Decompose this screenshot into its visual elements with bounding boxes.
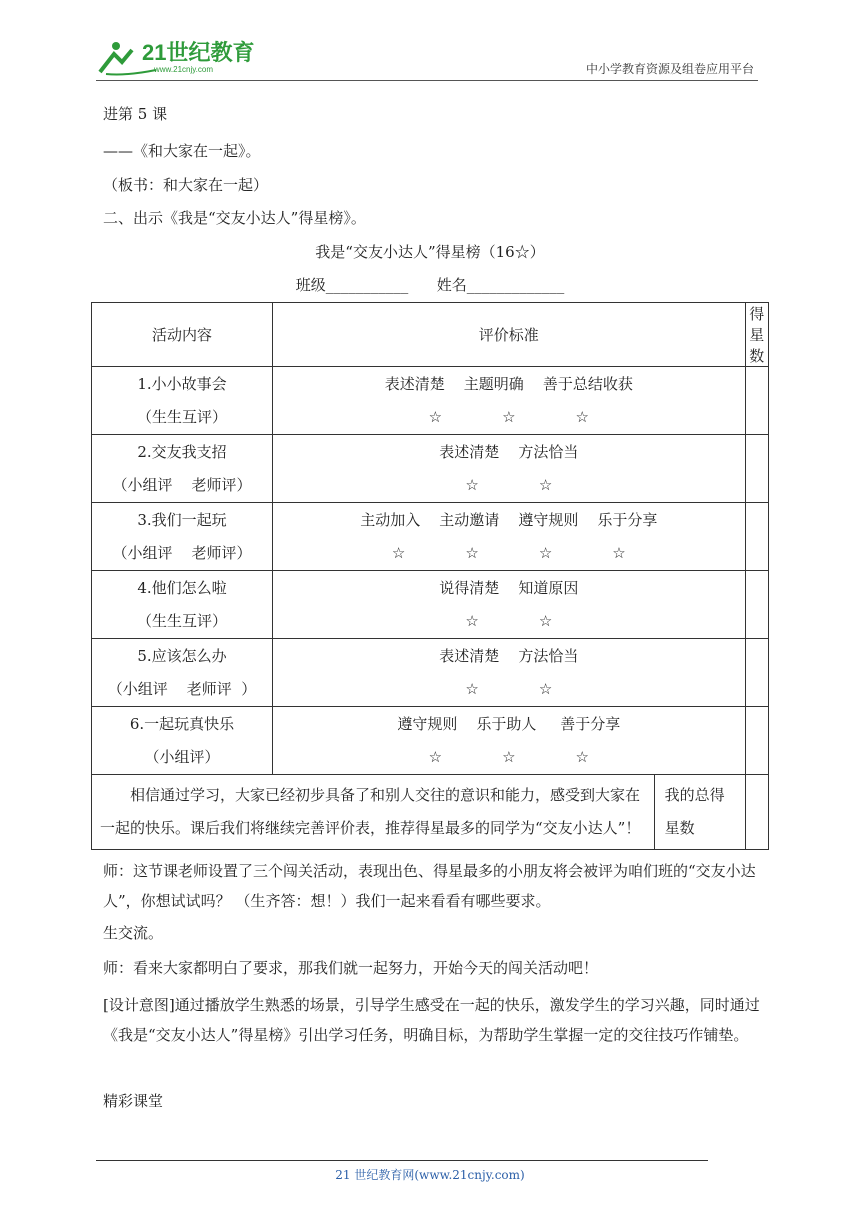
star-count-cell[interactable]	[745, 503, 768, 571]
star-icon: ☆	[428, 747, 443, 766]
table-header-row	[92, 303, 769, 367]
table-title: 我是“交友小达人”得星榜（16☆）	[315, 243, 545, 261]
criteria-cell: 表述清楚 主题明确 善于总结收获 ☆ ☆ ☆	[273, 367, 746, 435]
table-row	[92, 639, 769, 707]
table-row	[92, 367, 769, 435]
criteria-cell: 主动加入 主动邀请 遵守规则 乐于分享 ☆ ☆ ☆ ☆	[273, 503, 746, 571]
paragraph-design-intent: [设计意图]通过播放学生熟悉的场景，引导学生感受在一起的快乐，激发学生的学习兴趣，同时通过《我是“交友小达人”得星榜》引出学习任务，明确目标，为帮助学生掌握一定的交往技巧作铺垫。	[103, 996, 760, 1044]
summary-note: 相信通过学习，大家已经初步具备了和别人交往的意识和能力，感受到大家在一起的快乐。课后我们将继续完善评价表，推荐得星最多的同学为“交友小达人”！	[92, 775, 655, 850]
section-heading: 精彩课堂	[103, 1092, 164, 1110]
footer-divider	[96, 1160, 708, 1161]
star-icon: ☆	[575, 747, 589, 766]
total-stars-cell[interactable]	[745, 775, 768, 850]
star-icon: ☆	[538, 679, 553, 698]
star-icon: ☆	[465, 543, 479, 562]
page-header	[96, 34, 758, 81]
star-icons	[273, 469, 745, 502]
logo-icon	[96, 34, 266, 78]
star-icon: ☆	[465, 679, 479, 698]
svg-text:21世纪教育: 21世纪教育	[142, 40, 255, 65]
criteria-cell: 说得清楚 知道原因 ☆ ☆	[273, 571, 746, 639]
paragraph-teacher-intro: 师：这节课老师设置了三个闯关活动，表现出色、得星最多的小朋友将会被评为咱们班的“交友小达人”，你想试试吗？ （生齐答：想！）我们一起来看看有哪些要求。	[103, 862, 756, 910]
header-activity: 活动内容	[92, 303, 273, 367]
star-icon: ☆	[538, 611, 553, 630]
star-icon: ☆	[612, 543, 626, 562]
activity-cell: 5.应该怎么办 （小组评 老师评 ）	[92, 639, 273, 707]
criteria-cell: 遵守规则 乐于助人 善于分享 ☆ ☆ ☆	[273, 707, 746, 775]
table-row	[92, 707, 769, 775]
star-icon: ☆	[391, 543, 406, 562]
star-count-cell[interactable]	[745, 707, 768, 775]
star-icon: ☆	[538, 475, 553, 494]
activity-cell: 2.交友我支招 （小组评 老师评）	[92, 435, 273, 503]
summary-row	[92, 775, 769, 850]
star-icon: ☆	[502, 747, 516, 766]
star-icon: ☆	[502, 407, 516, 426]
activity-cell: 1.小小故事会 （生生互评）	[92, 367, 273, 435]
line-title: ——《和大家在一起》。	[103, 142, 261, 160]
line-lesson: 进第 5 课	[103, 105, 168, 123]
header-criteria: 评价标准	[273, 303, 746, 367]
star-icon: ☆	[538, 543, 553, 562]
total-stars-label: 我的总得星数	[654, 775, 745, 850]
table-row	[92, 503, 769, 571]
star-count-cell[interactable]	[745, 435, 768, 503]
star-count-cell[interactable]	[745, 639, 768, 707]
criteria-cell: 表述清楚 方法恰当 ☆ ☆	[273, 435, 746, 503]
criteria-cell: 表述清楚 方法恰当 ☆ ☆	[273, 639, 746, 707]
star-icons	[273, 673, 745, 706]
class-name-line: 班级___________ 姓名_____________	[295, 276, 565, 294]
star-icon: ☆	[575, 407, 589, 426]
activity-cell: 3.我们一起玩 （小组评 老师评）	[92, 503, 273, 571]
paragraph-student-exchange: 生交流。	[103, 924, 164, 942]
activity-cell: 4.他们怎么啦 （生生互评）	[92, 571, 273, 639]
header-platform-text: 中小学教育资源及组卷应用平台	[585, 62, 754, 76]
star-icons	[273, 537, 745, 570]
line-show: 二、出示《我是“交友小达人”得星榜》。	[103, 209, 366, 227]
line-board: （板书：和大家在一起）	[103, 176, 269, 194]
table-row	[92, 435, 769, 503]
star-icon: ☆	[465, 611, 479, 630]
header-stars: 得星数	[745, 303, 768, 367]
star-icons	[273, 605, 745, 638]
star-count-cell[interactable]	[745, 367, 768, 435]
activity-cell: 6.一起玩真快乐 （小组评）	[92, 707, 273, 775]
paragraph-teacher-start: 师：看来大家都明白了要求，那我们就一起努力，开始今天的闯关活动吧！	[103, 959, 599, 977]
svg-text:www.21cnjy.com: www.21cnjy.com	[154, 65, 213, 74]
star-icons	[273, 401, 745, 434]
star-icons	[273, 741, 745, 774]
star-icon: ☆	[465, 475, 479, 494]
star-count-cell[interactable]	[745, 571, 768, 639]
table-row	[92, 571, 769, 639]
footer-link[interactable]: 21 世纪教育网(www.21cnjy.com)	[335, 1168, 525, 1182]
star-icon: ☆	[428, 407, 443, 426]
star-table	[91, 302, 769, 850]
